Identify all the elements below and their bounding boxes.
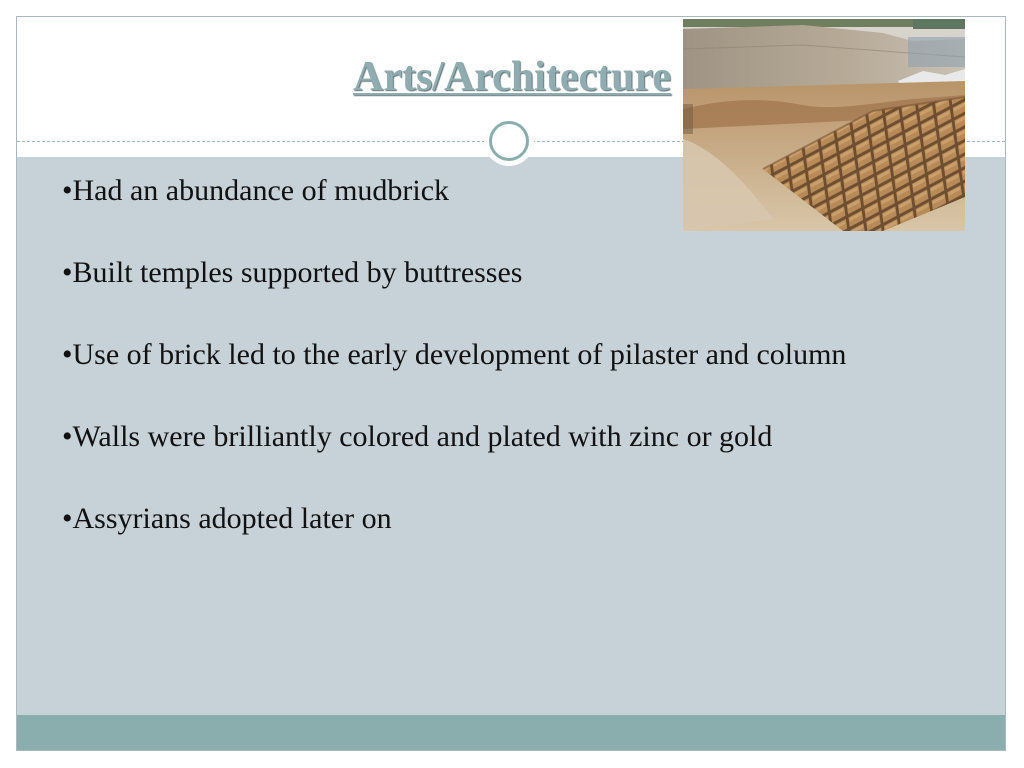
ring-icon [489,121,529,161]
bullet-item [62,498,962,539]
bullet-dot-icon: • [62,174,73,207]
bullet-text: Walls were brilliantly colored and plated with zinc or gold [72,420,773,453]
bullet-text: Had an abundance of mudbrick [72,174,450,207]
mudbrick-photo [683,19,965,231]
bullet-dot-icon: • [62,502,73,535]
circle-ornament-icon [484,116,534,166]
bullet-list [62,170,962,580]
bullet-text: Built temples supported by buttresses [72,256,523,289]
bullet-dot-icon: • [62,420,73,453]
footer-band [17,715,1005,751]
slide-title: Arts/Architecture [353,54,671,100]
bullet-item [62,416,962,457]
slide [16,16,1006,751]
bullet-item [62,252,962,293]
bullet-item [62,334,962,375]
bullet-text: Assyrians adopted later on [72,502,392,535]
bullet-dot-icon: • [62,338,73,371]
bullet-text: Use of brick led to the early development of pilaster and column [72,338,847,371]
bullet-dot-icon: • [62,256,73,289]
